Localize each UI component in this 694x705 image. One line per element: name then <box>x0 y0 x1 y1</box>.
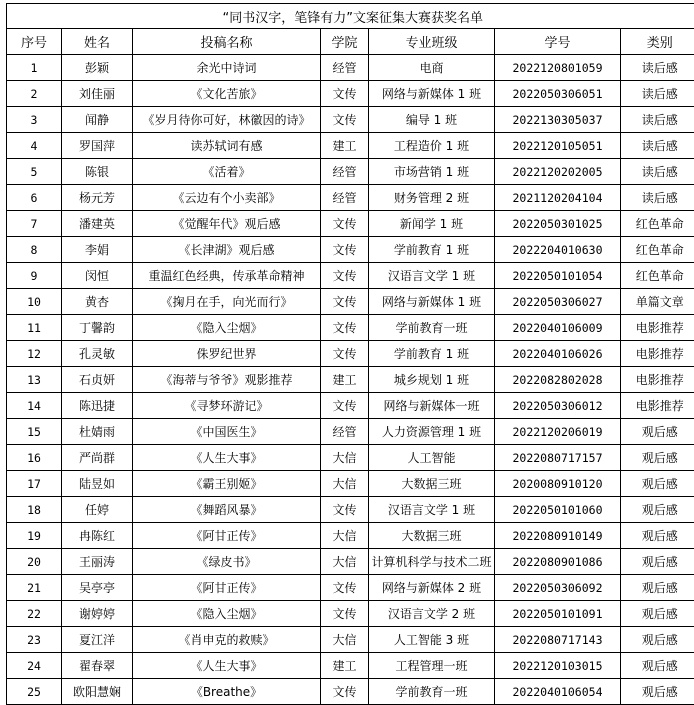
cell-col-category: 电影推荐 <box>621 393 694 419</box>
cell-col-name: 彭颖 <box>62 55 133 81</box>
table-row <box>7 133 694 159</box>
header-col-index: 序号 <box>7 29 62 55</box>
cell-col-student-id: 2022080717157 <box>495 445 621 471</box>
cell-col-index: 13 <box>7 367 62 393</box>
header-col-class: 专业班级 <box>369 29 495 55</box>
cell-col-index: 17 <box>7 471 62 497</box>
cell-col-student-id: 2022204010630 <box>495 237 621 263</box>
table-row <box>7 523 694 549</box>
cell-col-college: 建工 <box>321 367 369 393</box>
cell-col-class: 电商 <box>369 55 495 81</box>
cell-col-title: 《文化苦旅》 <box>133 81 321 107</box>
cell-col-class: 学前教育 1 班 <box>369 341 495 367</box>
cell-col-class: 学前教育 1 班 <box>369 237 495 263</box>
cell-col-index: 2 <box>7 81 62 107</box>
table-body <box>7 55 694 705</box>
table-row <box>7 237 694 263</box>
table-row <box>7 211 694 237</box>
cell-col-index: 21 <box>7 575 62 601</box>
cell-col-student-id: 2022050306012 <box>495 393 621 419</box>
cell-col-title: 《隐入尘烟》 <box>133 601 321 627</box>
cell-col-college: 大信 <box>321 471 369 497</box>
cell-col-category: 电影推荐 <box>621 341 694 367</box>
cell-col-class: 学前教育一班 <box>369 315 495 341</box>
cell-col-college: 文传 <box>321 341 369 367</box>
cell-col-category: 电影推荐 <box>621 315 694 341</box>
cell-col-student-id: 2022050306027 <box>495 289 621 315</box>
cell-col-title: 读苏轼词有感 <box>133 133 321 159</box>
cell-col-class: 财务管理 2 班 <box>369 185 495 211</box>
cell-col-class: 编导 1 班 <box>369 107 495 133</box>
cell-col-index: 8 <box>7 237 62 263</box>
cell-col-index: 12 <box>7 341 62 367</box>
cell-col-class: 城乡规划 1 班 <box>369 367 495 393</box>
cell-col-college: 文传 <box>321 211 369 237</box>
table-row <box>7 159 694 185</box>
table-row <box>7 393 694 419</box>
cell-col-index: 7 <box>7 211 62 237</box>
header-col-category: 类别 <box>621 29 694 55</box>
cell-col-title: 《肖申克的救赎》 <box>133 627 321 653</box>
cell-col-student-id: 2022120103015 <box>495 653 621 679</box>
cell-col-title: 《Breathe》 <box>133 679 321 705</box>
cell-col-college: 经管 <box>321 185 369 211</box>
cell-col-class: 人力资源管理 1 班 <box>369 419 495 445</box>
cell-col-title: 《绿皮书》 <box>133 549 321 575</box>
cell-col-student-id: 2022120202005 <box>495 159 621 185</box>
cell-col-college: 文传 <box>321 679 369 705</box>
cell-col-category: 红色革命 <box>621 211 694 237</box>
cell-col-index: 15 <box>7 419 62 445</box>
cell-col-category: 电影推荐 <box>621 367 694 393</box>
header-col-college: 学院 <box>321 29 369 55</box>
cell-col-title: 余光中诗词 <box>133 55 321 81</box>
cell-col-class: 工程造价 1 班 <box>369 133 495 159</box>
cell-col-index: 16 <box>7 445 62 471</box>
cell-col-title: 《海蒂与爷爷》观影推荐 <box>133 367 321 393</box>
cell-col-class: 汉语言文学 1 班 <box>369 497 495 523</box>
table-row <box>7 263 694 289</box>
cell-col-name: 石贞妍 <box>62 367 133 393</box>
cell-col-college: 经管 <box>321 55 369 81</box>
cell-col-category: 观后感 <box>621 471 694 497</box>
table-row <box>7 679 694 705</box>
cell-col-class: 网络与新媒体一班 <box>369 393 495 419</box>
cell-col-student-id: 2022050101091 <box>495 601 621 627</box>
cell-col-class: 人工智能 <box>369 445 495 471</box>
cell-col-index: 1 <box>7 55 62 81</box>
cell-col-index: 22 <box>7 601 62 627</box>
cell-col-title: 《寻梦环游记》 <box>133 393 321 419</box>
cell-col-class: 大数据三班 <box>369 523 495 549</box>
table-row <box>7 549 694 575</box>
cell-col-class: 汉语言文学 1 班 <box>369 263 495 289</box>
cell-col-student-id: 2022040106054 <box>495 679 621 705</box>
header-col-student-id: 学号 <box>495 29 621 55</box>
cell-col-category: 观后感 <box>621 523 694 549</box>
cell-col-index: 19 <box>7 523 62 549</box>
cell-col-name: 夏江洋 <box>62 627 133 653</box>
table-row <box>7 471 694 497</box>
cell-col-category: 读后感 <box>621 159 694 185</box>
cell-col-college: 文传 <box>321 393 369 419</box>
cell-col-college: 文传 <box>321 601 369 627</box>
cell-col-class: 人工智能 3 班 <box>369 627 495 653</box>
cell-col-title: 《中国医生》 <box>133 419 321 445</box>
cell-col-title: 《人生大事》 <box>133 653 321 679</box>
cell-col-college: 大信 <box>321 549 369 575</box>
cell-col-student-id: 2020080910120 <box>495 471 621 497</box>
cell-col-name: 孔灵敏 <box>62 341 133 367</box>
header-col-title: 投稿名称 <box>133 29 321 55</box>
cell-col-title: 《掬月在手，向光而行》 <box>133 289 321 315</box>
cell-col-title: 《云边有个小卖部》 <box>133 185 321 211</box>
cell-col-student-id: 2022050301025 <box>495 211 621 237</box>
cell-col-class: 工程管理一班 <box>369 653 495 679</box>
cell-col-index: 23 <box>7 627 62 653</box>
cell-col-name: 罗国萍 <box>62 133 133 159</box>
cell-col-college: 文传 <box>321 81 369 107</box>
cell-col-index: 11 <box>7 315 62 341</box>
cell-col-category: 观后感 <box>621 653 694 679</box>
cell-col-title: 《活着》 <box>133 159 321 185</box>
table-row <box>7 445 694 471</box>
cell-col-name: 欧阳慧娴 <box>62 679 133 705</box>
table-row <box>7 341 694 367</box>
cell-col-title: 重温红色经典，传承革命精神 <box>133 263 321 289</box>
table-row <box>7 497 694 523</box>
cell-col-class: 学前教育一班 <box>369 679 495 705</box>
cell-col-student-id: 2022120105051 <box>495 133 621 159</box>
cell-col-college: 文传 <box>321 107 369 133</box>
cell-col-college: 经管 <box>321 419 369 445</box>
cell-col-name: 陆昱如 <box>62 471 133 497</box>
table-row <box>7 185 694 211</box>
cell-col-category: 观后感 <box>621 419 694 445</box>
cell-col-title: 《舞蹈风暴》 <box>133 497 321 523</box>
cell-col-college: 大信 <box>321 627 369 653</box>
cell-col-index: 4 <box>7 133 62 159</box>
cell-col-student-id: 2022120206019 <box>495 419 621 445</box>
cell-col-index: 18 <box>7 497 62 523</box>
cell-col-title: 《阿甘正传》 <box>133 575 321 601</box>
table-row <box>7 575 694 601</box>
cell-col-student-id: 2022130305037 <box>495 107 621 133</box>
cell-col-title: 《人生大事》 <box>133 445 321 471</box>
cell-col-category: 读后感 <box>621 185 694 211</box>
cell-col-name: 李娟 <box>62 237 133 263</box>
cell-col-name: 丁馨韵 <box>62 315 133 341</box>
cell-col-name: 陈银 <box>62 159 133 185</box>
cell-col-index: 6 <box>7 185 62 211</box>
cell-col-name: 潘建英 <box>62 211 133 237</box>
cell-col-college: 建工 <box>321 133 369 159</box>
cell-col-college: 文传 <box>321 315 369 341</box>
cell-col-class: 新闻学 1 班 <box>369 211 495 237</box>
cell-col-college: 文传 <box>321 237 369 263</box>
cell-col-index: 5 <box>7 159 62 185</box>
cell-col-index: 20 <box>7 549 62 575</box>
cell-col-category: 读后感 <box>621 107 694 133</box>
table-row <box>7 627 694 653</box>
table-row <box>7 107 694 133</box>
cell-col-category: 观后感 <box>621 627 694 653</box>
cell-col-class: 网络与新媒体 2 班 <box>369 575 495 601</box>
cell-col-name: 冉陈红 <box>62 523 133 549</box>
cell-col-student-id: 2022080910149 <box>495 523 621 549</box>
cell-col-index: 9 <box>7 263 62 289</box>
cell-col-student-id: 2022050306051 <box>495 81 621 107</box>
cell-col-student-id: 2022040106026 <box>495 341 621 367</box>
cell-col-index: 3 <box>7 107 62 133</box>
cell-col-college: 经管 <box>321 159 369 185</box>
cell-col-student-id: 2022050101060 <box>495 497 621 523</box>
header-row <box>7 29 694 55</box>
cell-col-index: 14 <box>7 393 62 419</box>
cell-col-class: 计算机科学与技术二班 <box>369 549 495 575</box>
cell-col-name: 谢婷婷 <box>62 601 133 627</box>
cell-col-class: 市场营销 1 班 <box>369 159 495 185</box>
cell-col-category: 观后感 <box>621 445 694 471</box>
cell-col-name: 杨元芳 <box>62 185 133 211</box>
cell-col-name: 陈迅捷 <box>62 393 133 419</box>
cell-col-title: 《岁月待你可好，林徽因的诗》 <box>133 107 321 133</box>
table-row <box>7 419 694 445</box>
cell-col-class: 网络与新媒体 1 班 <box>369 81 495 107</box>
cell-col-category: 红色革命 <box>621 237 694 263</box>
cell-col-student-id: 2022050306092 <box>495 575 621 601</box>
cell-col-class: 网络与新媒体 1 班 <box>369 289 495 315</box>
cell-col-category: 观后感 <box>621 497 694 523</box>
cell-col-college: 文传 <box>321 497 369 523</box>
cell-col-name: 黄杏 <box>62 289 133 315</box>
cell-col-category: 观后感 <box>621 549 694 575</box>
cell-col-name: 严尚群 <box>62 445 133 471</box>
cell-col-name: 任婷 <box>62 497 133 523</box>
cell-col-title: 侏罗纪世界 <box>133 341 321 367</box>
cell-col-name: 闻静 <box>62 107 133 133</box>
cell-col-student-id: 2022080717143 <box>495 627 621 653</box>
cell-col-name: 刘佳丽 <box>62 81 133 107</box>
cell-col-student-id: 2021120204104 <box>495 185 621 211</box>
cell-col-name: 吴亭亭 <box>62 575 133 601</box>
cell-col-college: 建工 <box>321 653 369 679</box>
cell-col-title: 《隐入尘烟》 <box>133 315 321 341</box>
cell-col-index: 24 <box>7 653 62 679</box>
cell-col-title: 《阿甘正传》 <box>133 523 321 549</box>
cell-col-college: 大信 <box>321 445 369 471</box>
cell-col-class: 汉语言文学 2 班 <box>369 601 495 627</box>
cell-col-college: 文传 <box>321 289 369 315</box>
cell-col-category: 读后感 <box>621 81 694 107</box>
cell-col-student-id: 2022050101054 <box>495 263 621 289</box>
table-row <box>7 289 694 315</box>
cell-col-title: 《霸王别姬》 <box>133 471 321 497</box>
cell-col-student-id: 2022120801059 <box>495 55 621 81</box>
cell-col-category: 红色革命 <box>621 263 694 289</box>
award-list-table <box>6 3 694 705</box>
cell-col-index: 10 <box>7 289 62 315</box>
table-row <box>7 367 694 393</box>
cell-col-name: 翟春翠 <box>62 653 133 679</box>
cell-col-title: 《长津湖》观后感 <box>133 237 321 263</box>
table-row <box>7 601 694 627</box>
cell-col-category: 读后感 <box>621 133 694 159</box>
cell-col-student-id: 2022080901086 <box>495 549 621 575</box>
cell-col-class: 大数据三班 <box>369 471 495 497</box>
table-row <box>7 315 694 341</box>
cell-col-category: 观后感 <box>621 601 694 627</box>
cell-col-name: 杜婧雨 <box>62 419 133 445</box>
cell-col-student-id: 2022082802028 <box>495 367 621 393</box>
table-row <box>7 653 694 679</box>
cell-col-college: 大信 <box>321 523 369 549</box>
table-row <box>7 55 694 81</box>
cell-col-name: 闵恒 <box>62 263 133 289</box>
cell-col-student-id: 2022040106009 <box>495 315 621 341</box>
cell-col-college: 文传 <box>321 575 369 601</box>
cell-col-title: 《觉醒年代》观后感 <box>133 211 321 237</box>
cell-col-category: 读后感 <box>621 55 694 81</box>
cell-col-category: 观后感 <box>621 679 694 705</box>
cell-col-college: 文传 <box>321 263 369 289</box>
cell-col-category: 观后感 <box>621 575 694 601</box>
header-col-name: 姓名 <box>62 29 133 55</box>
cell-col-category: 单篇文章 <box>621 289 694 315</box>
table-row <box>7 81 694 107</box>
table-title: “同书汉字，笔锋有力”文案征集大赛获奖名单 <box>7 4 694 29</box>
cell-col-index: 25 <box>7 679 62 705</box>
cell-col-name: 王丽涛 <box>62 549 133 575</box>
